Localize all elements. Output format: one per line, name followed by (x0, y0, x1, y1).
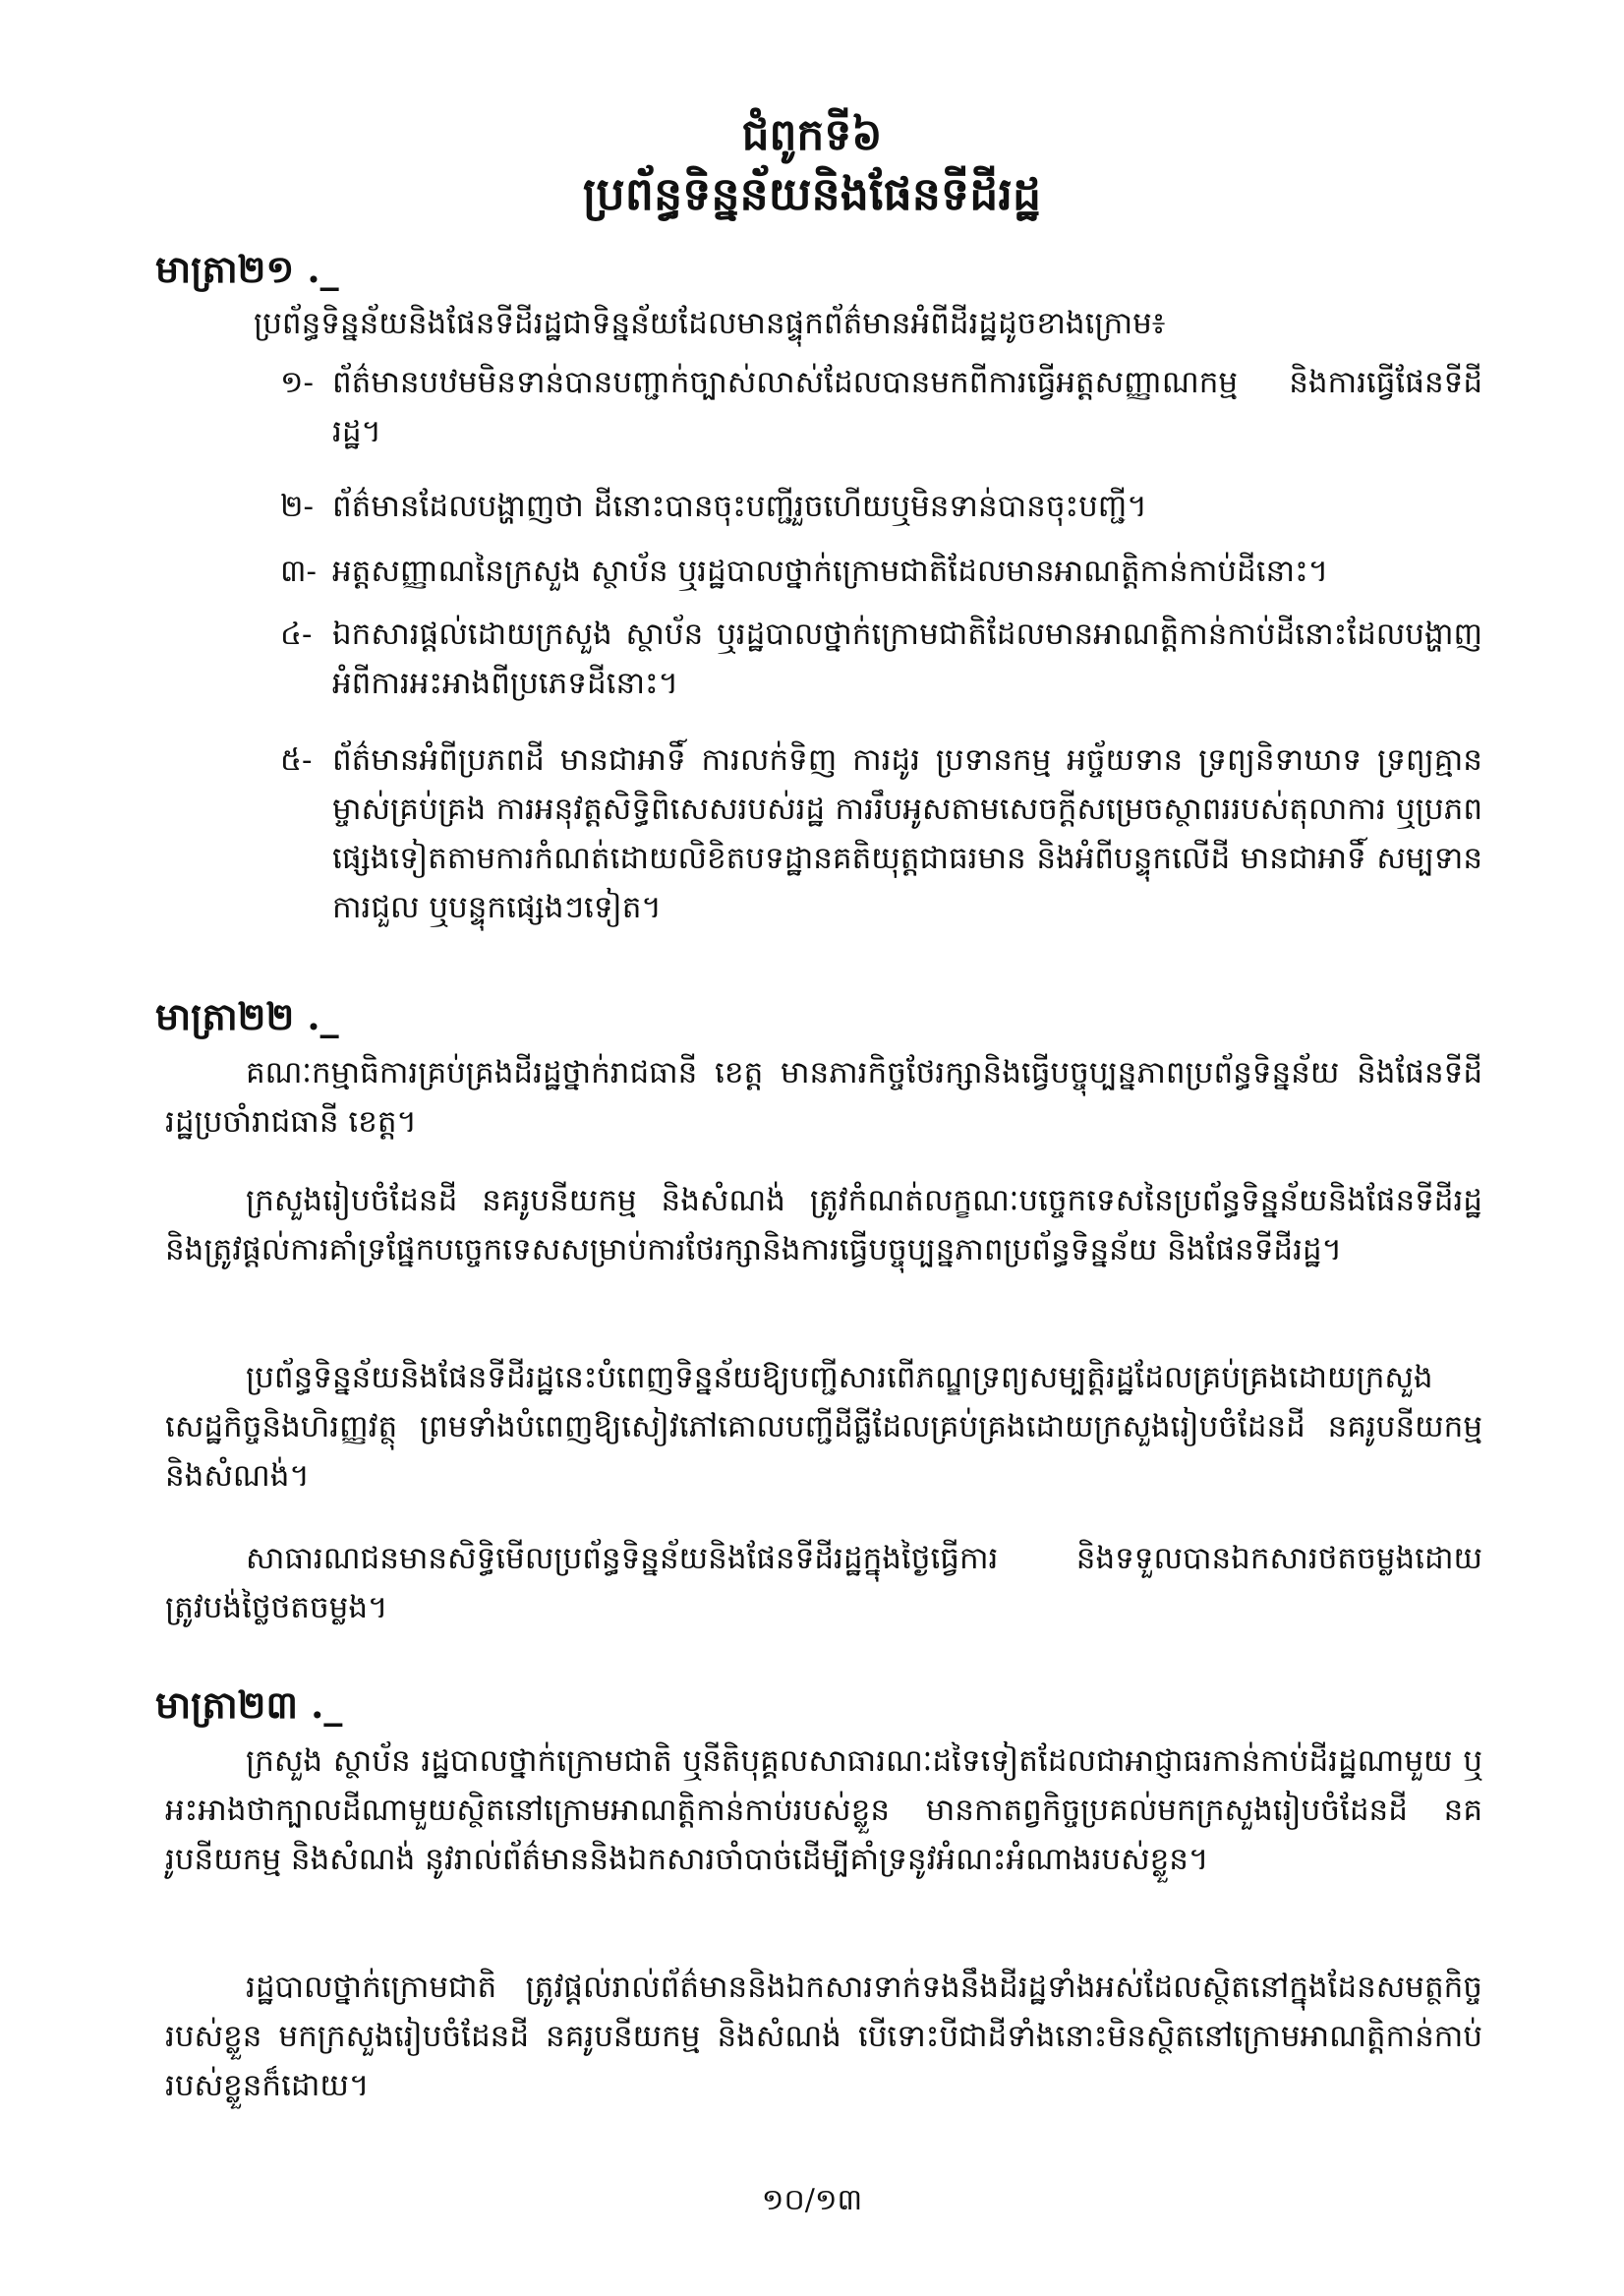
list-item-2-number: ២- (280, 489, 314, 524)
article-22-title: មាត្រា២២ ._ (155, 994, 339, 1038)
article-23-title: មាត្រា២៣ ._ (155, 1682, 343, 1727)
list-item-2-text: ព័ត៌មានដែលបង្ហាញថា ដីនោះបានចុះបញ្ជីរួចហើយឬមិនទាន់បានចុះបញ្ជី។ (332, 489, 1147, 524)
page-number: ១០/១៣ (761, 2183, 863, 2217)
list-item-3-text: អត្តសញ្ញាណនៃក្រសួង ស្ថាប័ន ឬរដ្ឋបាលថ្នាក់ក្រោមជាតិដែលមានអាណត្តិកាន់កាប់ដីនោះ។ (332, 554, 1329, 589)
article-21-intro: ប្រព័ន្ធទិន្នន័យនិងផែនទីដីរដ្ឋជាទិន្នន័យដែលមានផ្ទុកព័ត៌មានអំពីដីរដ្ឋដូចខាងក្រោម៖ (254, 306, 1166, 341)
list-item-3-number: ៣- (280, 554, 317, 589)
article-23-paragraph-1: ក្រសួង ស្ថាប័ន រដ្ឋបាលថ្នាក់ក្រោមជាតិ ឬនីតិបុគ្គលសាធារណៈដទៃទៀតដែលជាអាជ្ញាធរកាន់កាប់ដីរដ្ឋណាមួយ ឬអះអាងថាក្បាលដីណាមួយស្ថិតនៅក្រោមអាណត្តិកាន់កាប់របស់ខ្លួន មានកាតព្វកិច្ចប្រគល់មកក្រសួងរៀបចំដែនដី នគរូបនីយកម្ម និងសំណង់ នូវរាល់ព័ត៌មាននិងឯកសារចាំបាច់ដើម្បីគាំទ្រនូវអំណះអំណាងរបស់ខ្លួន។ (165, 1743, 1482, 1877)
article-22-paragraph-4: សាធារណជនមានសិទ្ធិមើលប្រព័ន្ធទិន្នន័យនិងផែនទីដីរដ្ឋក្នុងថ្ងៃធ្វើការ និងទទួលបានឯកសារថតចម្លងដោយត្រូវបង់ថ្លៃថតចម្លង។ (165, 1541, 1482, 1625)
article-22-paragraph-1: គណៈកម្មាធិការគ្រប់គ្រងដីរដ្ឋថ្នាក់រាជធានី ខេត្ត មានភារកិច្ចថែរក្សានិងធ្វើបច្ចុប្បន្នភាពប្រព័ន្ធទិន្នន័យ និងផែនទីដីរដ្ឋប្រចាំរាជធានី ខេត្ត។ (165, 1055, 1482, 1140)
list-item-4-number: ៤- (280, 617, 313, 652)
list-item-4-text: ឯកសារផ្តល់ដោយក្រសួង ស្ថាប័ន ឬរដ្ឋបាលថ្នាក់ក្រោមជាតិដែលមានអាណត្តិកាន់កាប់ដីនោះដែលបង្ហាញអំពីការអះអាងពីប្រភេទដីនោះ។ (332, 617, 1482, 701)
article-23-paragraph-2: រដ្ឋបាលថ្នាក់ក្រោមជាតិ ត្រូវផ្តល់រាល់ព័ត៌មាននិងឯកសារទាក់ទងនឹងដីរដ្ឋទាំងអស់ដែលស្ថិតនៅក្នុងដែនសមត្ថកិច្ចរបស់ខ្លួន មកក្រសួងរៀបចំដែនដី នគរូបនីយកម្ម និងសំណង់ បើទោះបីជាដីទាំងនោះមិនស្ថិតនៅក្រោមអាណត្តិកាន់កាប់របស់ខ្លួនក៏ដោយ។ (165, 1970, 1482, 2103)
article-21-title: មាត្រា២១ ._ (155, 247, 339, 291)
list-item-1-number: ១- (280, 365, 314, 400)
article-22-paragraph-2: ក្រសួងរៀបចំដែនដី នគរូបនីយកម្ម និងសំណង់ ត្រូវកំណត់លក្ខណៈបច្ចេកទេសនៃប្រព័ន្ធទិន្នន័យនិងផែនទីដីរដ្ឋ និងត្រូវផ្តល់ការគាំទ្រផ្នែកបច្ចេកទេសសម្រាប់ការថែរក្សានិងការធ្វើបច្ចុប្បន្នភាពប្រព័ន្ធទិន្នន័យ និងផែនទីដីរដ្ឋ។ (165, 1183, 1482, 1267)
article-22-paragraph-3: ប្រព័ន្ធទិន្នន័យនិងផែនទីដីរដ្ឋនេះបំពេញទិន្នន័យឱ្យបញ្ជីសារពើភណ្ឌទ្រព្យសម្បត្តិរដ្ឋដែលគ្រប់គ្រងដោយក្រសួងសេដ្ឋកិច្ចនិងហិរញ្ញវត្ថុ ព្រមទាំងបំពេញឱ្យសៀវភៅគោលបញ្ជីដីធ្លីដែលគ្រប់គ្រងដោយក្រសួងរៀបចំដែនដី នគរូបនីយកម្ម និងសំណង់។ (165, 1360, 1482, 1494)
chapter-title: ប្រព័ន្ធទិន្នន័យនិងផែនទីដីរដ្ឋ (582, 167, 1042, 220)
list-item-5-text: ព័ត៌មានអំពីប្រភពដី មានជាអាទិ៍ ការលក់ទិញ ការដូរ ប្រទានកម្ម អច្ច័យទាន ទ្រព្យនិទាឃាទ ទ្រព្យគ្មានម្ចាស់គ្រប់គ្រង ការអនុវត្តសិទ្ធិពិសេសរបស់រដ្ឋ ការរឹបអូសតាមសេចក្តីសម្រេចស្ថាពររបស់តុលាការ ឬប្រភពផ្សេងទៀតតាមការកំណត់ដោយលិខិតបទដ្ឋានគតិយុត្តជាធរមាន និងអំពីបន្ទុកលើដី មានជាអាទិ៍ សម្បទាន ការជួល ឬបន្ទុកផ្សេងៗទៀត។ (332, 742, 1482, 925)
list-item-5-number: ៥- (280, 742, 313, 778)
chapter-number: ជំពូកទី៦ (741, 110, 883, 160)
list-item-1-text: ព័ត៌មានបឋមមិនទាន់បានបញ្ជាក់ច្បាស់លាស់ដែលបានមកពីការធ្វើអត្តសញ្ញាណកម្ម និងការធ្វើផែនទីដីរដ្ឋ។ (332, 365, 1482, 449)
